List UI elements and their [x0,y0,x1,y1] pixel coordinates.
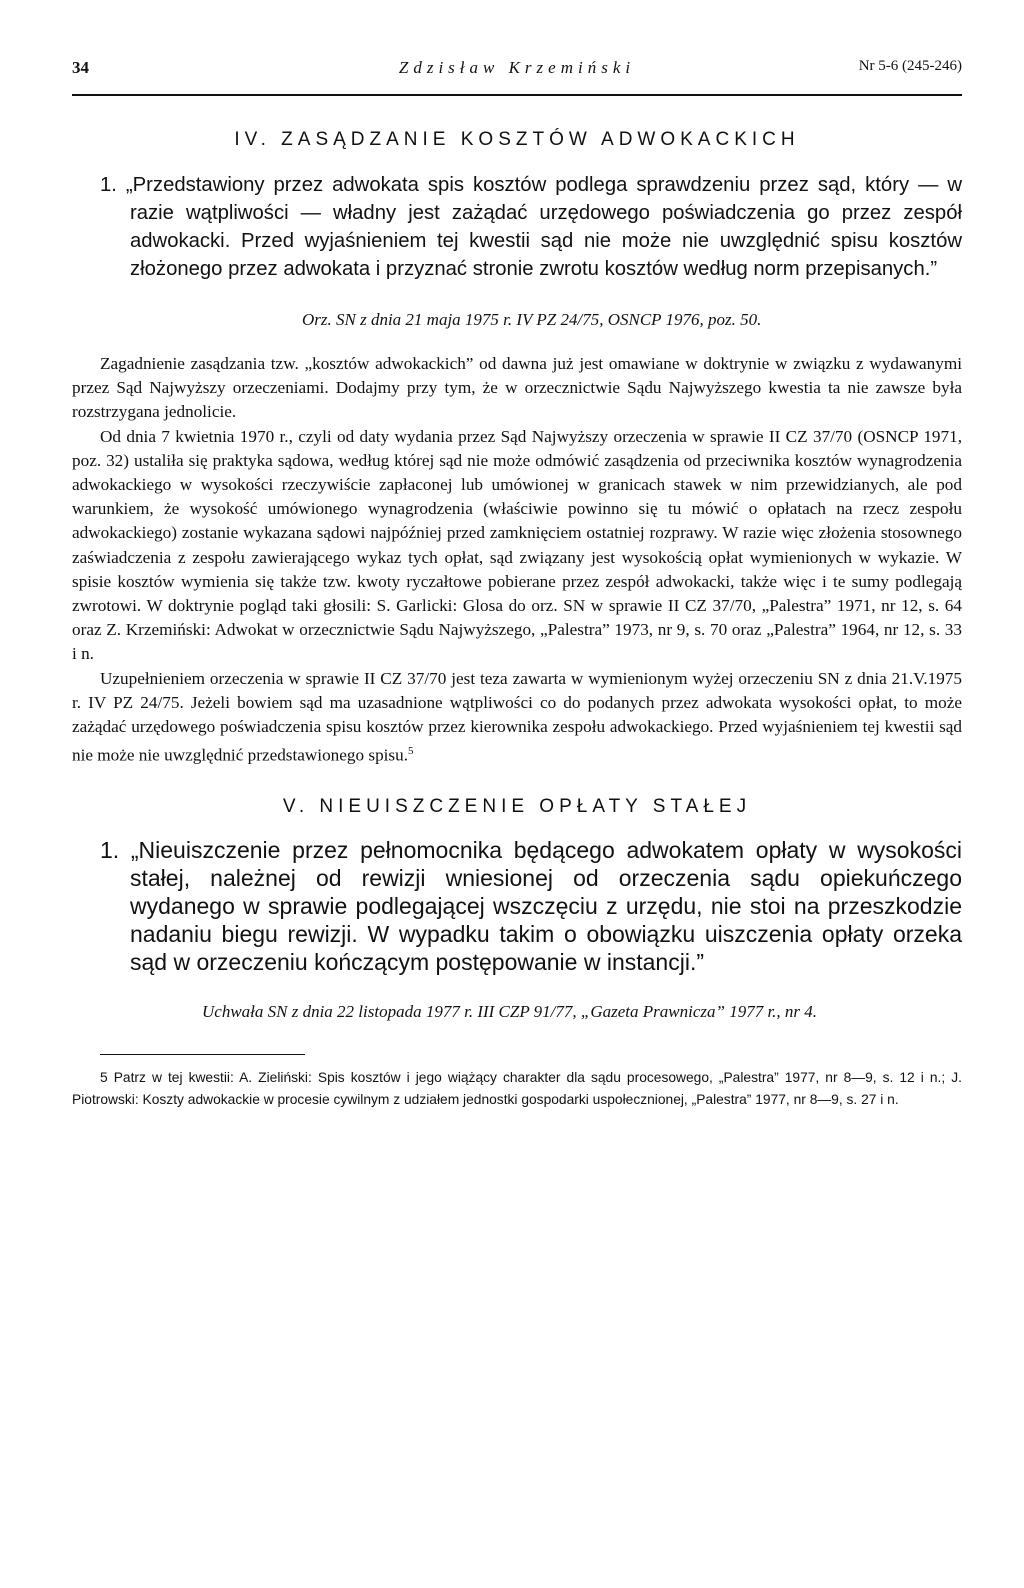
thesis-quote: 1. „Nieuiszczenie przez pełnomocnika będącego adwokatem opłaty w wysokości stałej, należnej od rewizji wniesionej od orzeczenia sądu opiekuńczego wydanego w sprawie podlegającej wszczęciu z urzędu, nie stoi na przeszkodzie nadaniu biegu rewizji. W wypadku takim o obowiązku uiszczenia opłaty orzeka sąd w orzeczeniu kończącym postępowanie w instancji.” [100,837,962,976]
document-page [72,58,962,1111]
ruling-citation: Orz. SN z dnia 21 maja 1975 r. IV PZ 24/75, OSNCP 1976, poz. 50. [302,310,762,329]
page-number: 34 [72,58,89,77]
running-header [72,58,962,84]
paragraph: Zagadnienie zasądzania tzw. „kosztów adwokackich” od dawna już jest omawiane w doktrynie w związku z wydawanymi przez Sąd Najwyższy orzeczeniami. Dodajmy przy tym, że w orzecznictwie Sądu Najwyższego kwestia ta nie zawsze była rozstrzygana jednolicie. [72,354,962,422]
section-heading: IV. ZASĄDZANIE KOSZTÓW ADWOKACKICH [234,129,800,150]
header-rule [72,94,962,96]
footnote-reference: 5 [408,745,414,758]
footnote-rule [100,1054,305,1055]
section-heading: V. NIEUISZCZENIE OPŁATY STAŁEJ [282,796,752,818]
footnote: 5 Patrz w tej kwestii: A. Zieliński: Spis kosztów i jego wiążący charakter dla sądu procesowego, „Palestra” 1977, nr 8—9, s. 12 i n.; J. Piotrowski: Koszty adwokackie w procesie cywilnym z udziałem jednostki gospodarki uspołecznionej, „Palestra” 1977, nr 8—9, s. 27 i n. [72,1070,962,1108]
thesis-quote: 1. „Przedstawiony przez adwokata spis kosztów podlega sprawdzeniu przez sąd, który — w razie wątpliwości — władny jest zażądać urzędowego poświadczenia go przez zespół adwokacki. Przed wyjaśnieniem tej kwestii sąd nie może nie uwzględnić spisu kosztów złożonego przez adwokata i przyznać stronie zwrotu kosztów według norm przepisanych.” [100,174,962,280]
issue-number: Nr 5-6 (245-246) [858,58,962,74]
commentary [72,352,962,768]
ruling-citation: Uchwała SN z dnia 22 listopada 1977 r. III CZP 91/77, „Gazeta Prawnicza” 1977 r., nr 4. [202,1002,818,1022]
running-author: Zdzisław Krzemiński [398,58,636,77]
paragraph: Od dnia 7 kwietnia 1970 r., czyli od daty wydania przez Sąd Najwyższy orzeczenia w sprawie II CZ 37/70 (OSNCP 1971, poz. 32) ustaliła się praktyka sądowa, według której sąd nie może odmówić zasądzenia od przeciwnika kosztów wynagrodzenia adwokackiego w wysokości rzeczywiście zapłaconej lub umówionej w granicach stawek w nim przewidzianych, ale pod warunkiem, że wysokość umówionego wynagrodzenia (właściwie powinno się tu mówić o opłatach na rzecz zespołu adwokackiego) zostanie wykazana sądowi najpóźniej przed zamknięciem ostatniej rozprawy. W razie więc złożenia stosownego zaświadczenia z zespołu zawierającego wykaz tych opłat, sąd związany jest wysokością opłat wymienionych w wykazie. W spisie kosztów wymienia się także tzw. kwoty ryczałtowe pobierane przez zespół adwokacki, także więc i te sumy podlegają zwrotowi. W doktrynie pogląd taki głosili: S. Garlicki: Glosa do orz. SN w sprawie II CZ 37/70, „Palestra” 1971, nr 12, s. 64 oraz Z. Krzemiński: Adwokat w orzecznictwie Sądu Najwyższego, „Palestra” 1973, nr 9, s. 70 oraz „Palestra” 1964, nr 12, s. 33 i n. [72,426,962,664]
paragraph [72,667,962,769]
paragraph-text: Uzupełnieniem orzeczenia w sprawie II CZ 37/70 jest teza zawarta w wymienionym wyżej orzeczeniu SN z dnia 21.V.1975 r. IV PZ 24/75. Jeżeli bowiem sąd ma uzasadnione wątpliwości co do podanych przez adwokata wysokości opłat, to może zażądać urzędowego poświadczenia spisu kosztów przez kierownika zespołu adwokackiego. Przed wyjaśnieniem tej kwestii sąd nie może nie uwzględnić przedstawionego spisu. [72,668,962,765]
